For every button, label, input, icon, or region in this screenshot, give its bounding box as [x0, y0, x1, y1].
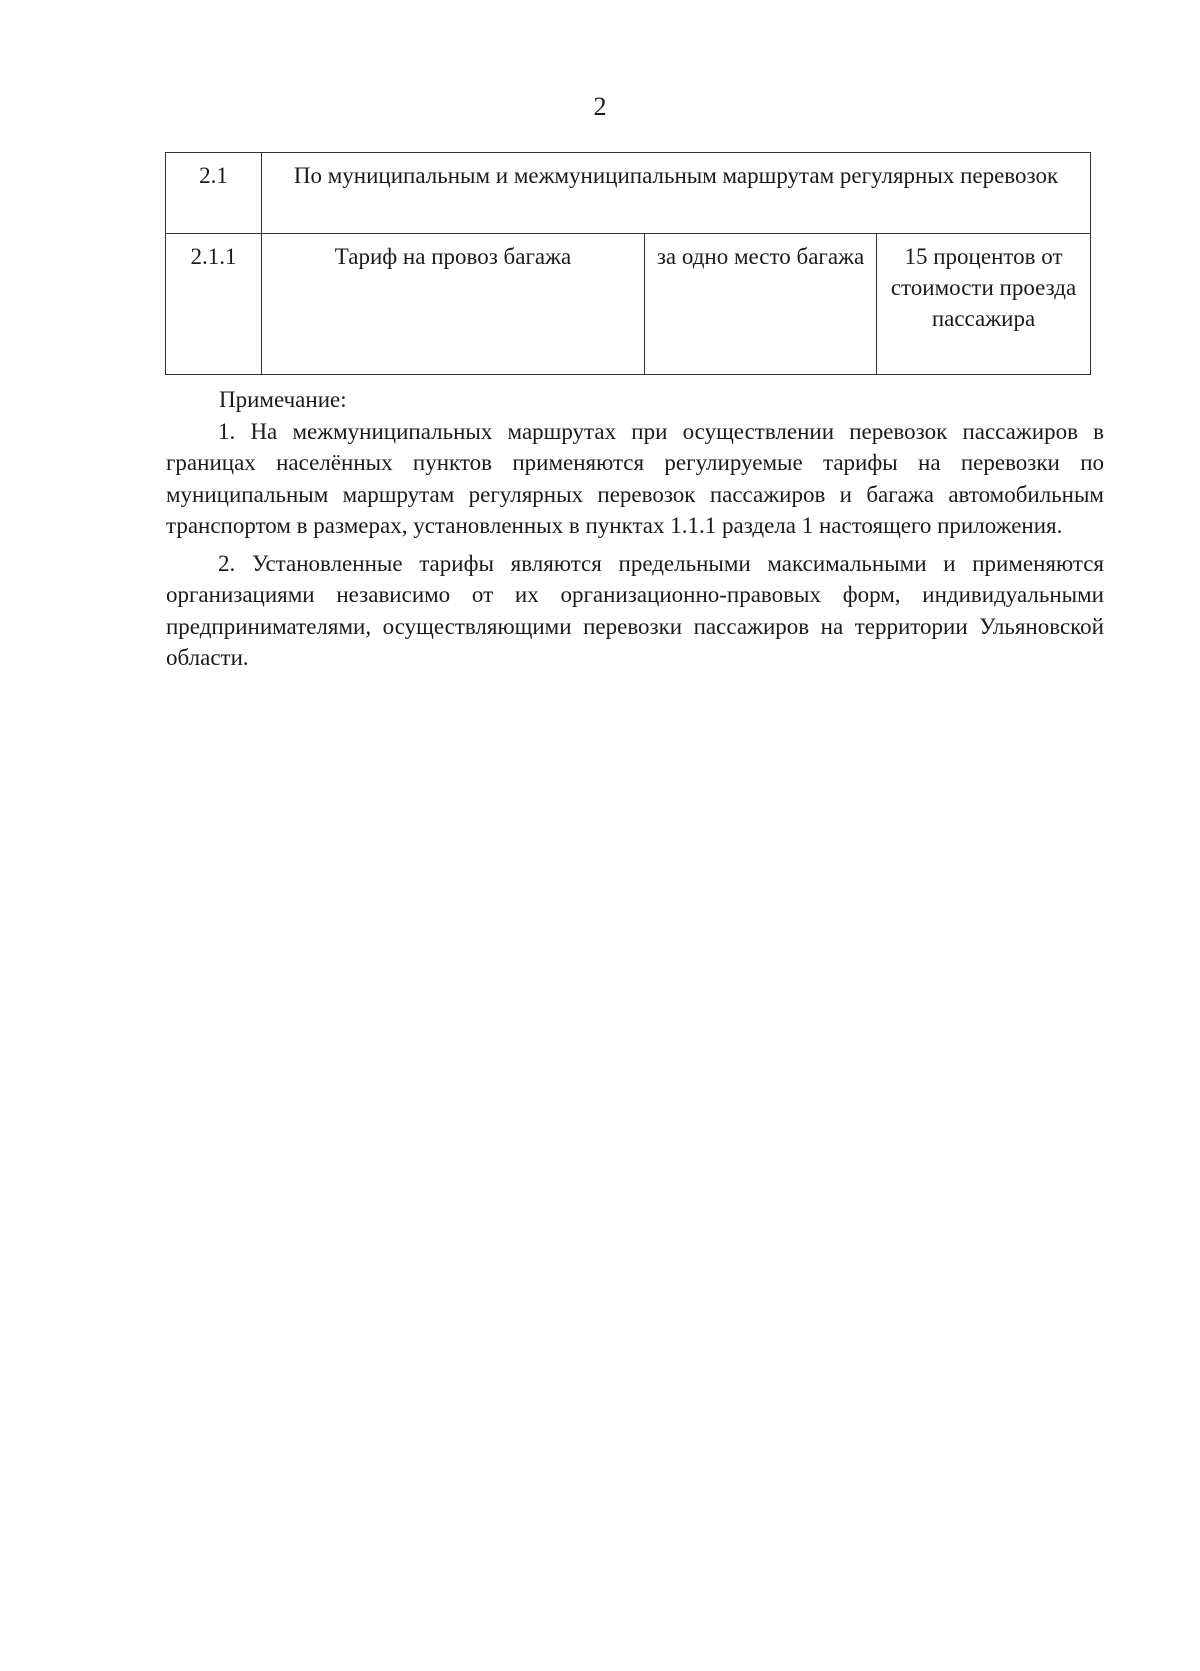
notes-title: Примечание:	[219, 387, 347, 412]
table-row-item	[166, 234, 1091, 375]
note-paragraph-2: 2. Установленные тарифы являются предельными максимальными и применяются организациями независимо от их организационно-правовых форм, индивидуальными предпринимателями, осуществляющими перевозки пассажиров на территории Ульяновской области.	[166, 550, 1104, 670]
item-number-cell: 2.1.1	[166, 234, 262, 375]
table-row-section	[166, 153, 1091, 234]
note-paragraph-1: 1. На межмуниципальных маршрутах при осуществлении перевозок пассажиров в границах населённых пунктов применяются регулируемые тарифы на перевозки по муниципальным маршрутам регулярных перевозок пассажиров и багажа автомобильным транспортом в размерах, установленных в пунктах 1.1.1 раздела 1 настоящего приложения.	[166, 418, 1104, 538]
section-title-cell: По муниципальным и межмуниципальным маршрутам регулярных перевозок	[262, 153, 1091, 234]
notes-section	[166, 384, 1104, 674]
item-unit-cell: за одно место багажа	[645, 234, 877, 375]
section-number-cell: 2.1	[166, 153, 262, 234]
item-value-cell: 15 процентов от стоимости проезда пассажира	[877, 234, 1091, 375]
item-name-cell: Тариф на провоз багажа	[262, 234, 645, 375]
tariff-table	[165, 152, 1091, 375]
page-number: 2	[593, 92, 607, 121]
